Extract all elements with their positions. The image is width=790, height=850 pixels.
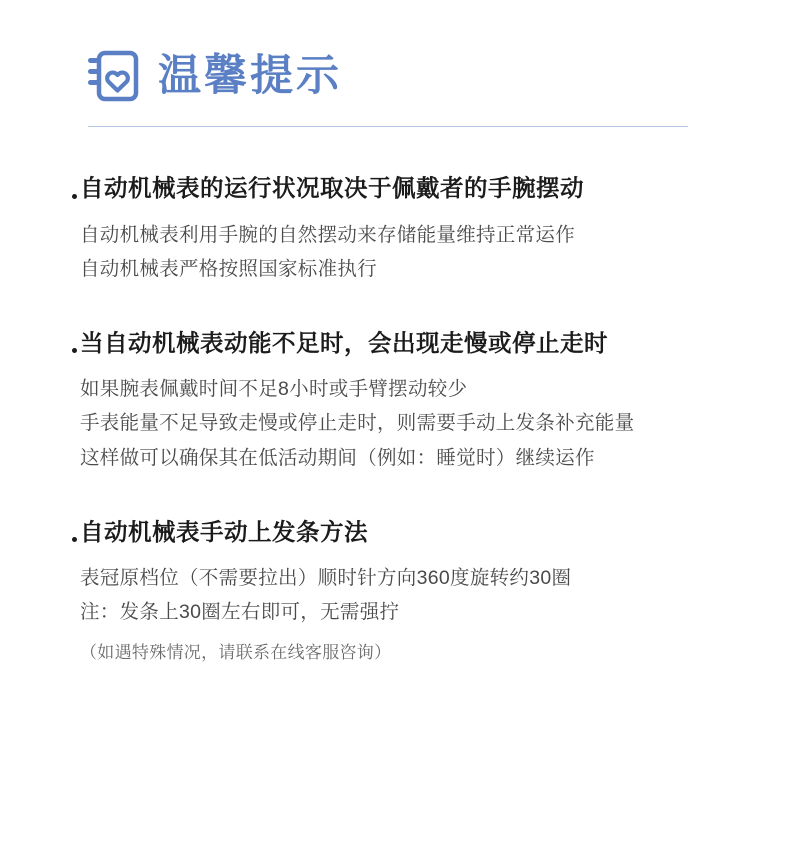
bullet-icon [72, 348, 77, 353]
tip-section [72, 173, 732, 286]
header-divider [88, 126, 688, 127]
section-heading [72, 517, 732, 548]
section-heading-text: 自动机械表的运行状况取决于佩戴者的手腕摆动 [80, 175, 584, 201]
section-body [72, 218, 732, 286]
body-line: 如果腕表佩戴时间不足8小时或手臂摆动较少 [80, 378, 468, 401]
body-line: 这样做可以确保其在低活动期间（例如：睡觉时）继续运作 [80, 446, 595, 469]
tip-section [72, 328, 732, 475]
body-line: 手表能量不足导致走慢或停止走时，则需要手动上发条补充能量 [80, 412, 635, 435]
bullet-icon [72, 537, 77, 542]
bullet-icon [72, 194, 77, 199]
section-heading-text: 自动机械表手动上发条方法 [80, 518, 368, 545]
body-line: 自动机械表利用手腕的自然摆动来存储能量维持正常运作 [80, 223, 576, 246]
section-body [72, 372, 732, 474]
tips-sections [72, 173, 732, 667]
page-title: 温馨提示 [158, 51, 342, 100]
tip-section [72, 517, 732, 668]
body-line: 自动机械表严格按照国家标准执行 [80, 257, 378, 280]
section-heading-text: 当自动机械表动能不足时，会出现走慢或停止走时 [80, 329, 608, 356]
page-header [72, 48, 732, 104]
body-line: 表冠原档位（不需要拉出）顺时针方向360度旋转约30圈 [80, 567, 572, 590]
section-heading [72, 328, 732, 359]
section-heading [72, 173, 732, 204]
body-line: 注：发条上30圈左右即可，无需强拧 [80, 601, 400, 624]
section-body [72, 561, 732, 667]
clipboard-heart-icon [86, 48, 140, 104]
section-note: （如遇特殊情况，请联系在线客服咨询） [80, 642, 392, 662]
